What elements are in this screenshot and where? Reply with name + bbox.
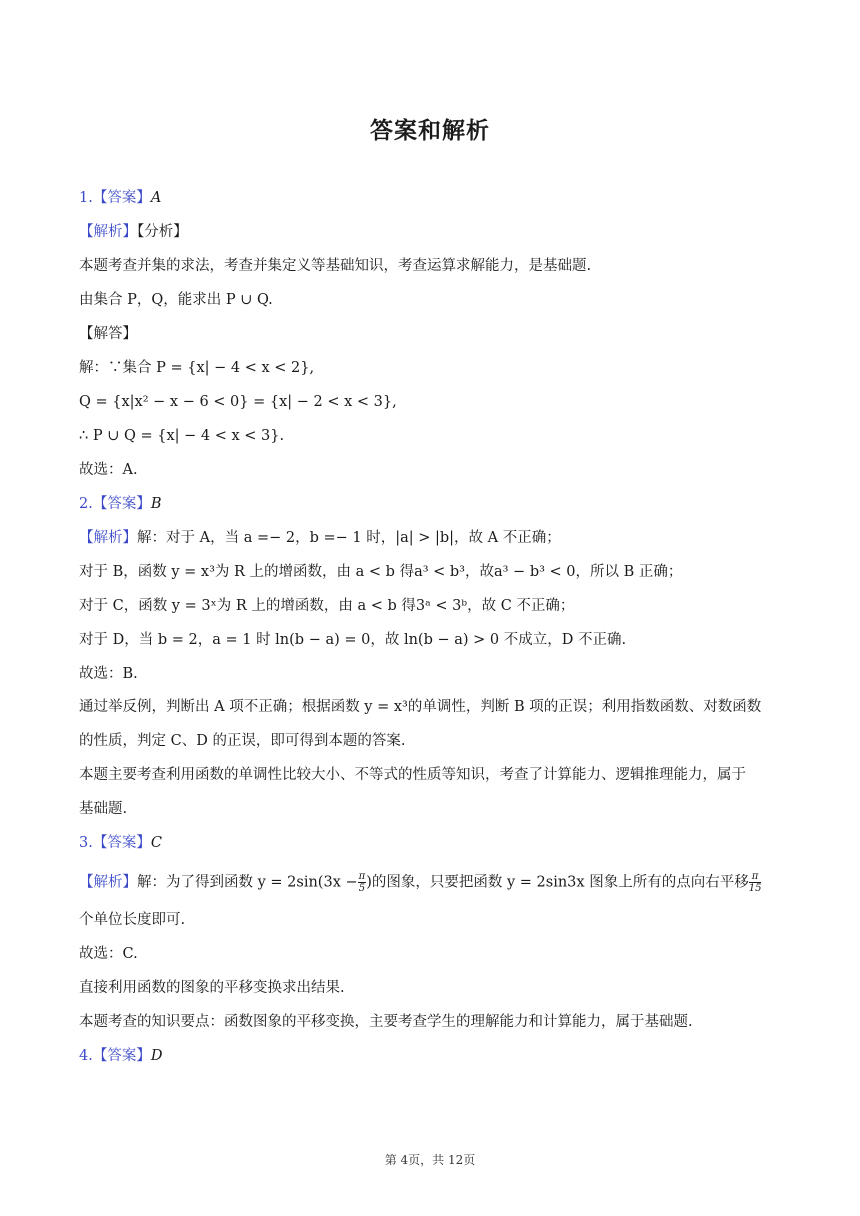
q1-answer: A xyxy=(150,190,162,206)
q1-text-3: 解：∵集合 P = {x| − 4 < x < 2}, xyxy=(79,360,315,376)
q1-text-6: 故选：A. xyxy=(79,462,138,478)
q1-text-2: 由集合 P，Q，能求出 P ∪ Q. xyxy=(79,292,273,308)
q3-answer: C xyxy=(150,835,162,851)
q4-answer-line xyxy=(79,1046,162,1066)
q2-text-7: 的性质，判定 C、D 的正误，即可得到本题的答案. xyxy=(79,733,406,749)
q2-text-9: 基础题. xyxy=(79,801,128,817)
q3-frac2-num: π xyxy=(749,871,762,883)
q2-text-2: 对于 B，函数 y = x³为 R 上的增函数，由 a < b 得a³ < b³，故a³ − b³ < 0，所以 B 正确； xyxy=(79,564,683,580)
q3-text-2: 个单位长度即可. xyxy=(79,912,186,928)
q3-fraction-pi-15 xyxy=(749,871,762,894)
q3-fraction-pi-5 xyxy=(358,871,367,894)
q3-text-3: 故选：C. xyxy=(79,946,138,962)
q2-text-3: 对于 C，函数 y = 3ˣ为 R 上的增函数，由 a < b 得3ᵃ < 3ᵇ，故 C 不正确； xyxy=(79,598,575,614)
q2-answer-tag: 【答案】 xyxy=(92,496,151,512)
q1-analysis-tag: 【解析】 xyxy=(79,224,137,240)
q2-text-1: 解：对于 A，当 a =− 2，b =− 1 时，|a| > |b|，故 A 不正确； xyxy=(137,530,561,546)
q2-analysis-line xyxy=(79,528,561,548)
q2-text-5: 故选：B. xyxy=(79,666,138,682)
q3-text-4: 直接利用函数的图象的平移变换求出结果. xyxy=(79,980,345,996)
q1-answer-tag: 【答案】 xyxy=(92,190,151,206)
q3-answer-tag: 【答案】 xyxy=(92,835,151,851)
q2-answer-line xyxy=(79,494,162,514)
q2-text-4: 对于 D，当 b = 2，a = 1 时 ln(b − a) = 0，故 ln(b − a) > 0 不成立，D 不正确. xyxy=(79,632,627,648)
q3-frac2-den: 15 xyxy=(748,883,762,894)
q3-analysis-tag: 【解析】 xyxy=(79,874,137,891)
q1-number: 1. xyxy=(79,190,93,206)
q1-answer-line xyxy=(79,188,161,208)
q3-text-1a: 解：为了得到函数 y = 2sin(3x − xyxy=(137,874,358,891)
page-footer: 第 4页，共 12页 xyxy=(384,1153,476,1167)
q3-number: 3. xyxy=(79,835,93,851)
q1-jieda-tag: 【解答】 xyxy=(79,326,137,342)
q3-frac1-num: π xyxy=(358,871,366,882)
q4-answer-tag: 【答案】 xyxy=(92,1048,151,1064)
q3-analysis-line xyxy=(79,871,761,894)
q2-number: 2. xyxy=(79,496,93,512)
q4-number: 4. xyxy=(79,1048,93,1064)
q3-text-5: 本题考查的知识要点：函数图象的平移变换，主要考查学生的理解能力和计算能力，属于基础题. xyxy=(79,1014,693,1030)
q1-text-1: 本题考查并集的求法，考查并集定义等基础知识，考查运算求解能力，是基础题. xyxy=(79,258,592,274)
q2-analysis-tag: 【解析】 xyxy=(79,530,137,546)
page-title: 答案和解析 xyxy=(370,118,490,144)
q4-answer: D xyxy=(150,1048,163,1064)
q1-text-5: ∴ P ∪ Q = {x| − 4 < x < 3}. xyxy=(79,428,285,444)
q2-text-8: 本题主要考查利用函数的单调性比较大小、不等式的性质等知识，考查了计算能力、逻辑推理能力，属于 xyxy=(79,767,746,783)
q1-analysis-line xyxy=(79,222,188,242)
q1-text-4: Q = {x|x² − x − 6 < 0} = {x| − 2 < x < 3}, xyxy=(79,394,397,410)
q2-text-6: 通过举反例，判断出 A 项不正确；根据函数 y = x³的单调性，判断 B 项的正误；利用指数函数、对数函数 xyxy=(79,699,762,715)
q3-frac1-den: 5 xyxy=(358,883,366,894)
q3-text-1b: )的图象，只要把函数 y = 2sin3x 图象上所有的点向右平移 xyxy=(366,874,749,891)
q2-answer: B xyxy=(150,496,162,512)
q1-fenxi-tag: 【分析】 xyxy=(137,224,188,240)
q3-answer-line xyxy=(79,833,162,853)
